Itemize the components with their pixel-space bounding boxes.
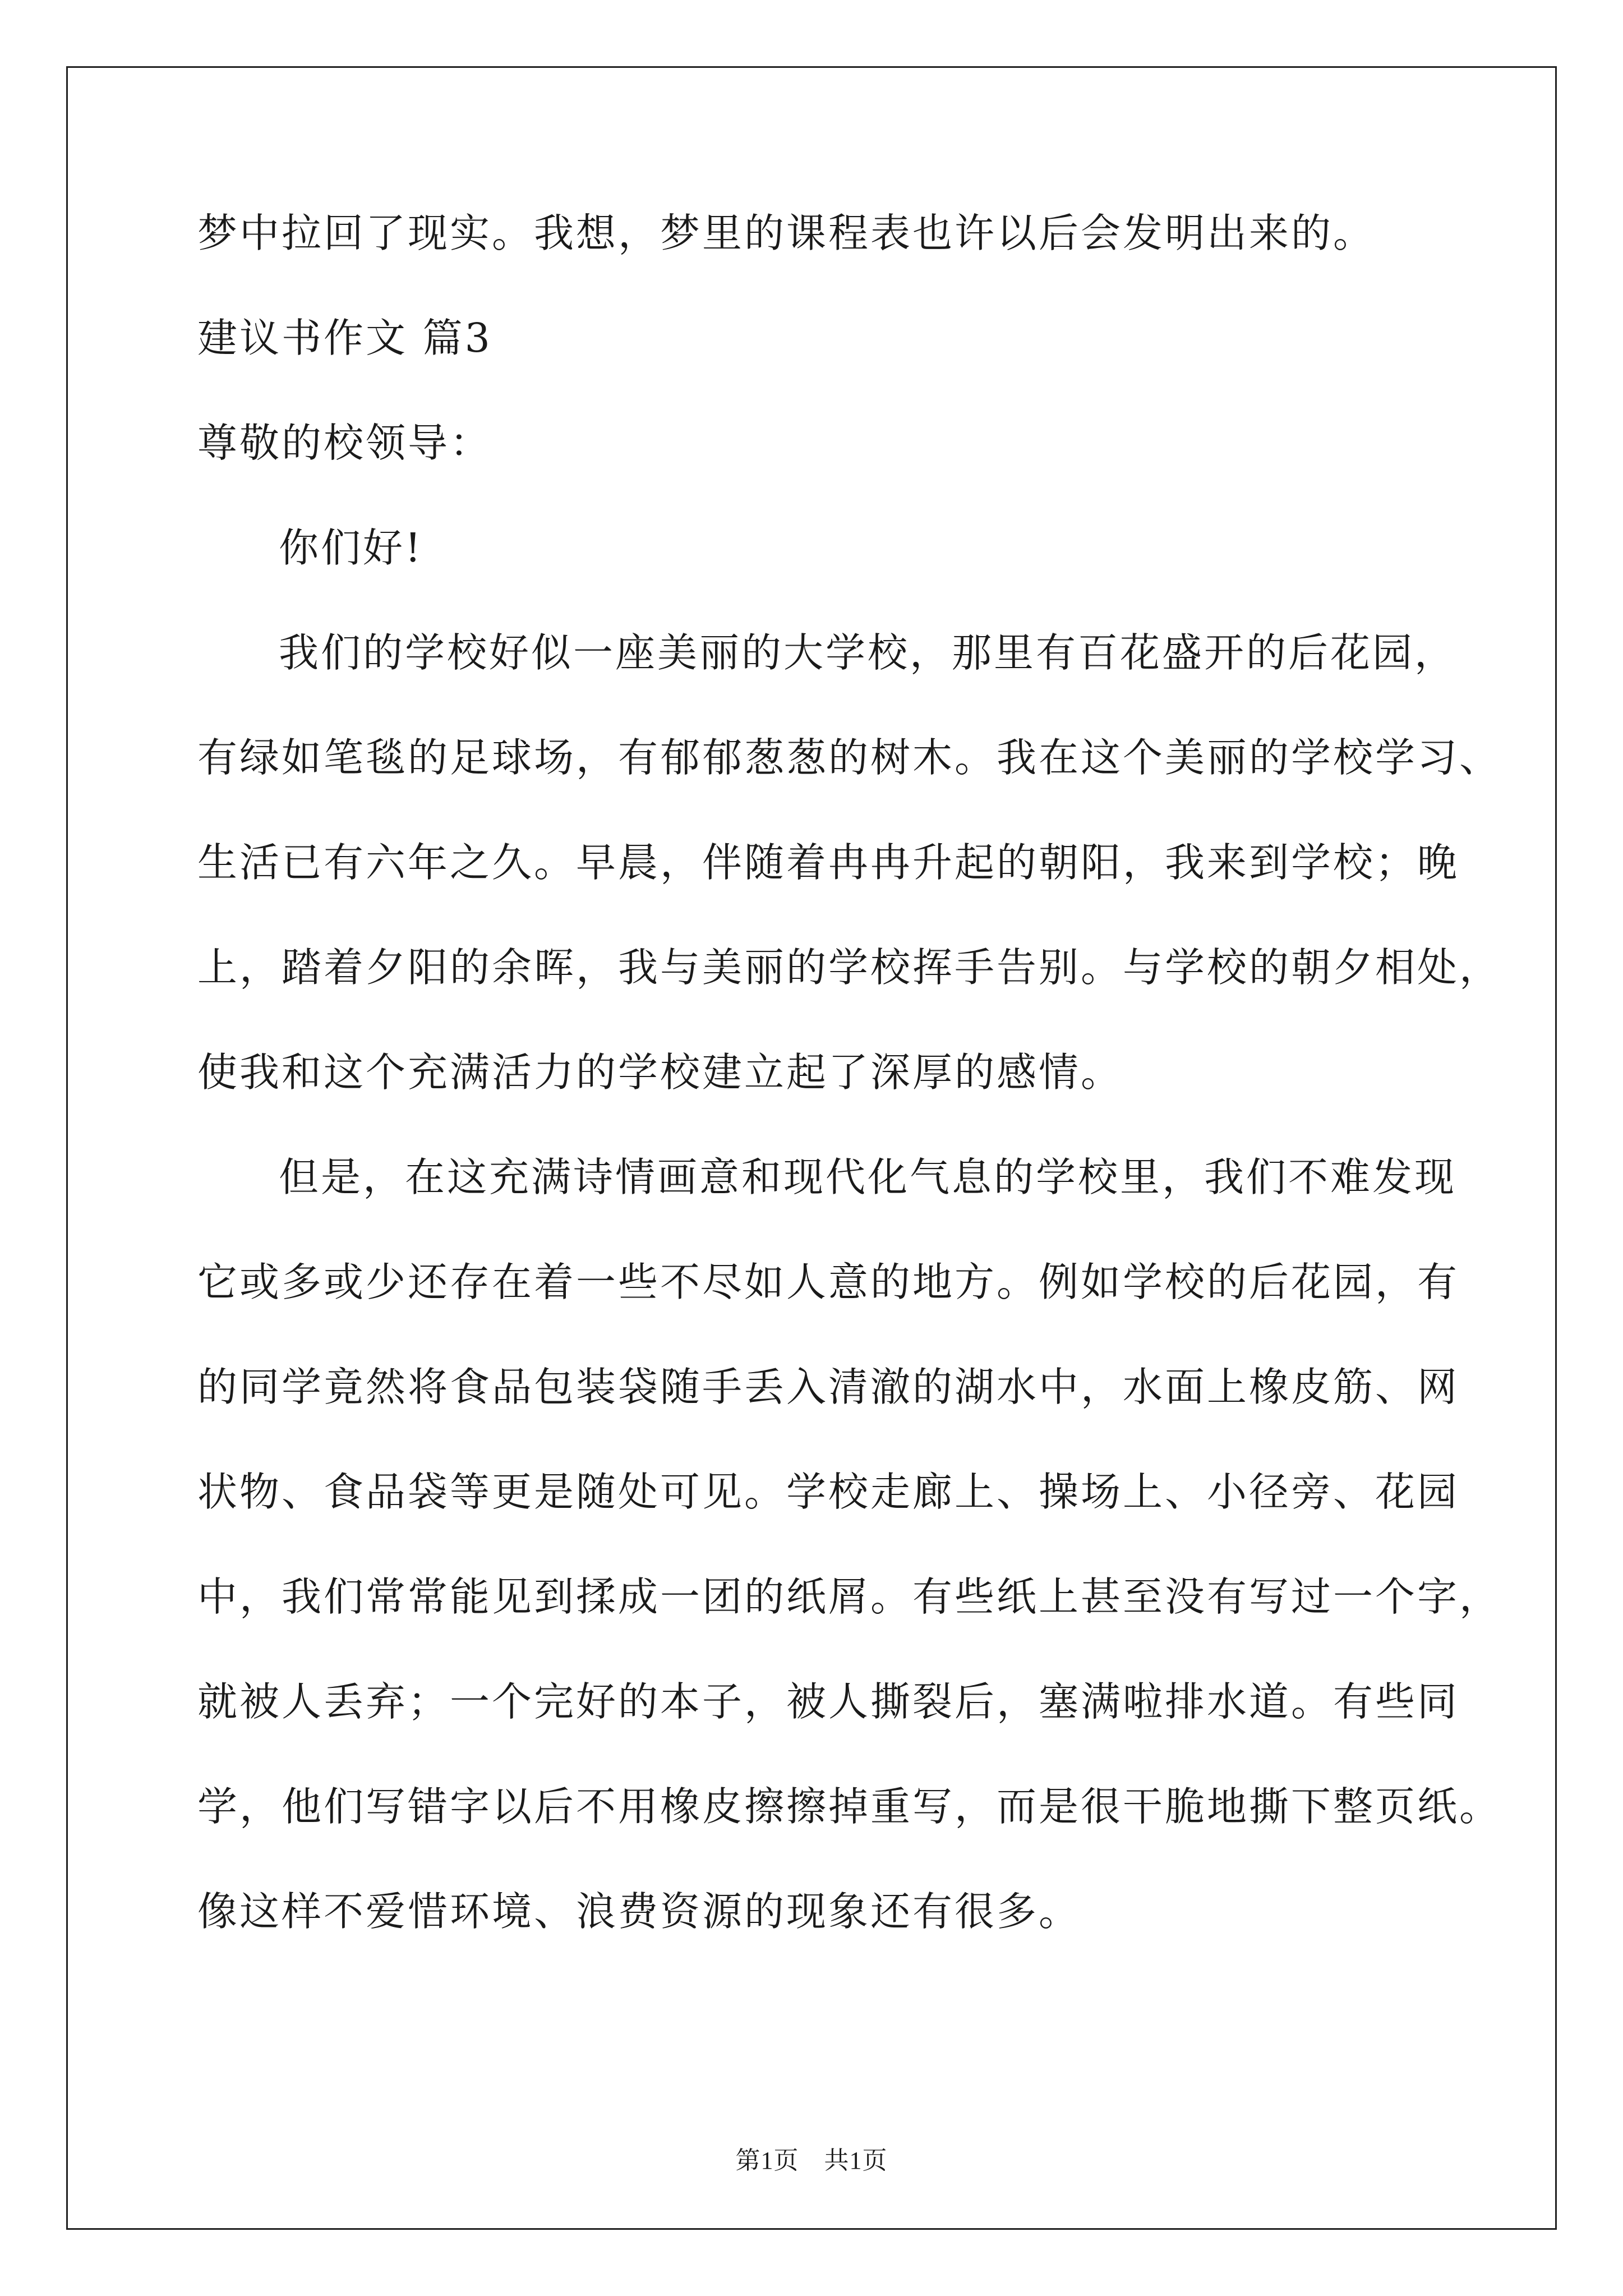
- text-line: 就被人丢弃；一个完好的本子，被人撕裂后，塞满啦排水道。有些同: [197, 1678, 1460, 1725]
- text-line: 状物、食品袋等更是随处可见。学校走廊上、操场上、小径旁、花园: [197, 1469, 1460, 1515]
- greeting: 你们好!: [279, 524, 423, 571]
- text-line: 但是，在这充满诗情画意和现代化气息的学校里，我们不难发现: [279, 1154, 1457, 1200]
- text-line: 学，他们写错字以后不用橡皮擦擦掉重写，而是很干脆地撕下整页纸。: [197, 1783, 1502, 1830]
- text-line: 我们的学校好似一座美丽的大学校，那里有百花盛开的后花园，: [279, 629, 1457, 676]
- text-line: 梦中拉回了现实。我想，梦里的课程表也许以后会发明出来的。: [197, 210, 1376, 256]
- text-line: 上，踏着夕阳的余晖，我与美丽的学校挥手告别。与学校的朝夕相处，: [197, 944, 1502, 991]
- text-line: 像这样不爱惜环境、浪费资源的现象还有很多。: [197, 1888, 1081, 1935]
- text-line: 使我和这个充满活力的学校建立起了深厚的感情。: [197, 1049, 1123, 1096]
- text-line: 有绿如笔毯的足球场，有郁郁葱葱的树木。我在这个美丽的学校学习、: [197, 734, 1502, 781]
- page-number-footer: 第1页 共1页: [735, 2147, 888, 2174]
- text-line: 它或多或少还存在着一些不尽如人意的地方。例如学校的后花园，有: [197, 1259, 1460, 1305]
- text-line: 中，我们常常能见到揉成一团的纸屑。有些纸上甚至没有写过一个字，: [197, 1573, 1502, 1620]
- salutation: 尊敬的校领导：: [197, 420, 492, 466]
- text-line: 生活已有六年之久。早晨，伴随着冉冉升起的朝阳，我来到学校；晚: [197, 839, 1460, 886]
- text-line: 的同学竟然将食品包装袋随手丢入清澈的湖水中，水面上橡皮筋、网: [197, 1364, 1460, 1410]
- essay-heading: 建议书作文 篇3: [197, 315, 492, 361]
